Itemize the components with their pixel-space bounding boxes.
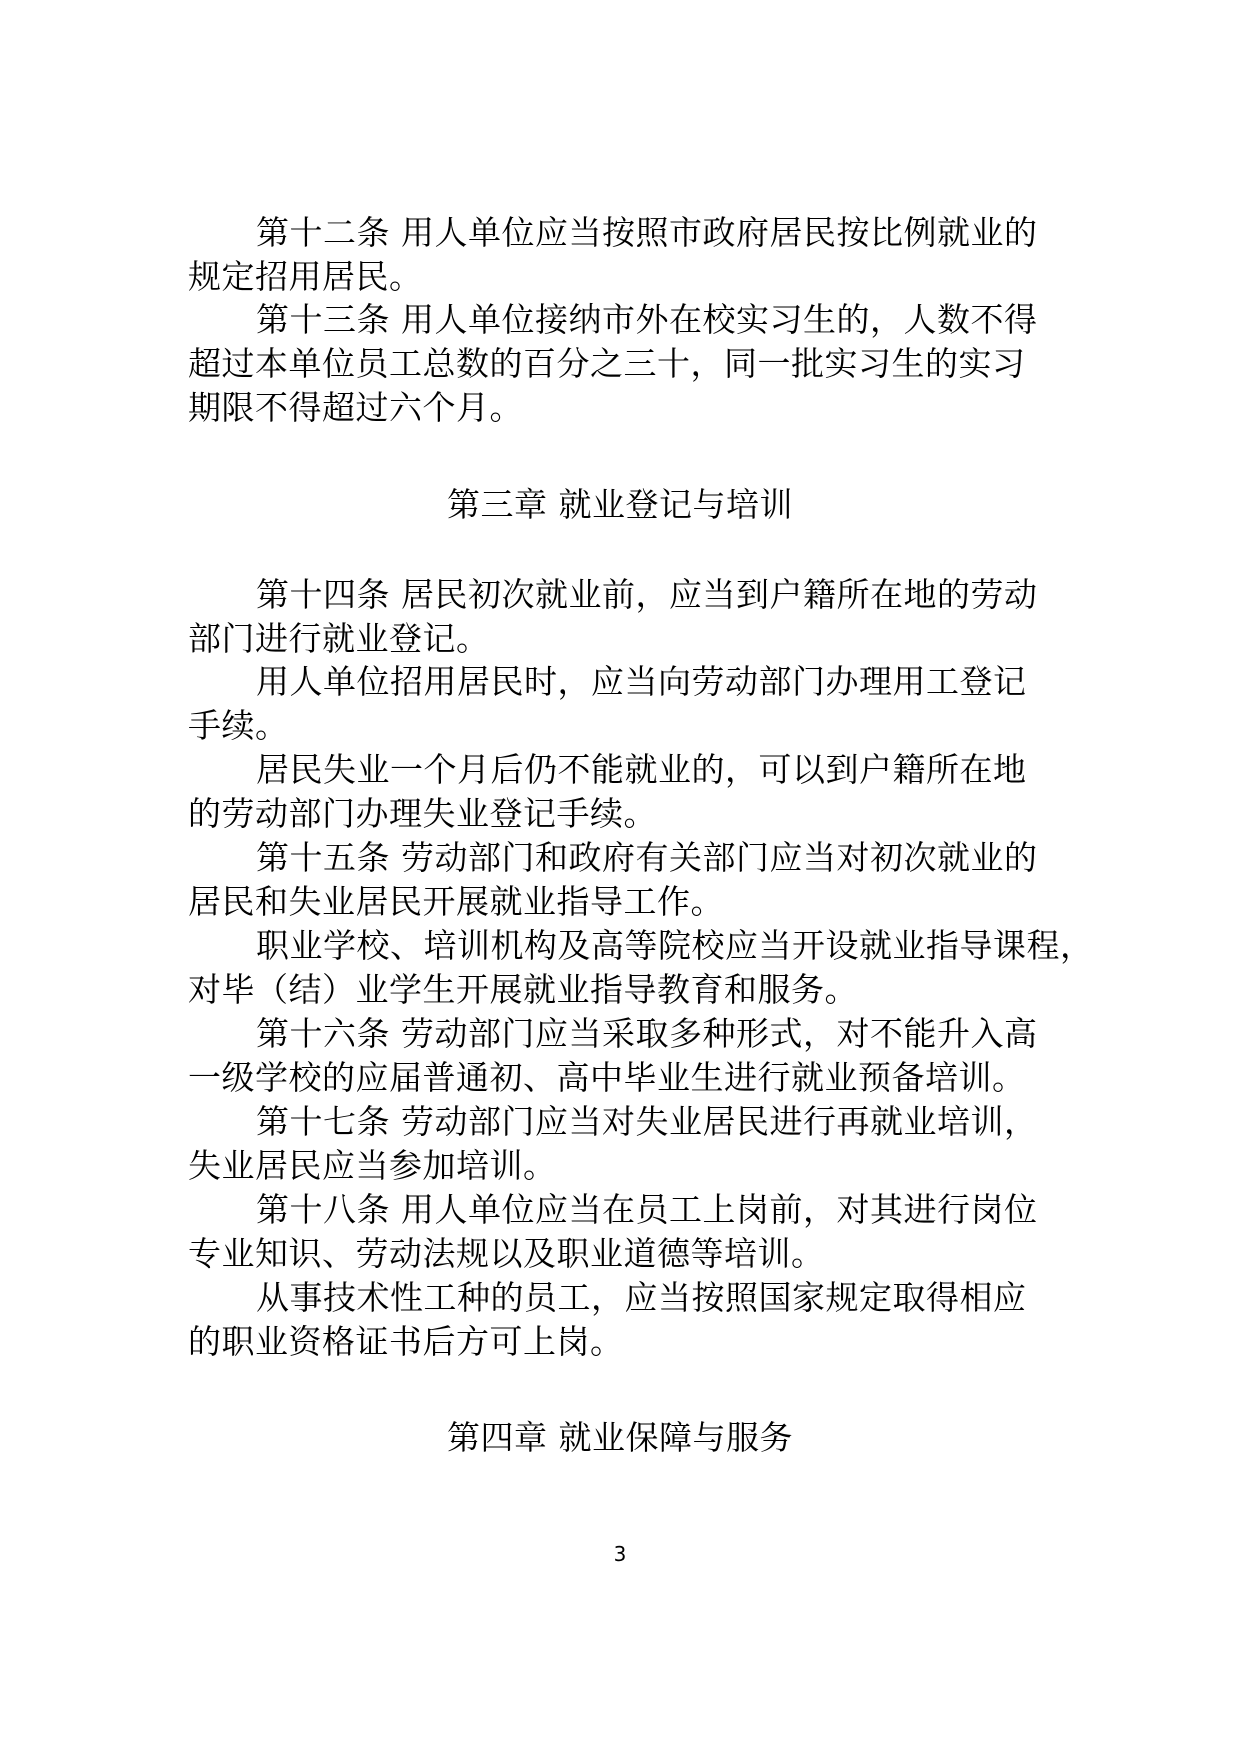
article-17-line-2: 失业居民应当参加培训。 — [188, 1146, 557, 1185]
article-12-line-2: 规定招用居民。 — [188, 257, 423, 296]
article-18-line-2: 专业知识、劳动法规以及职业道德等培训。 — [188, 1234, 825, 1273]
paragraph-vocational-guidance-line-2: 对毕（结）业学生开展就业指导教育和服务。 — [188, 970, 858, 1009]
chapter-4-heading: 第四章 就业保障与服务 — [447, 1418, 793, 1457]
article-16-line-2: 一级学校的应届普通初、高中毕业生进行就业预备培训。 — [188, 1058, 1026, 1097]
article-14-line-2: 部门进行就业登记。 — [188, 619, 490, 658]
paragraph-unemployment-registration-line-2: 的劳动部门办理失业登记手续。 — [188, 794, 657, 833]
paragraph-qualification-line-1: 从事技术性工种的员工，应当按照国家规定取得相应 — [256, 1278, 1027, 1317]
article-13-line-1: 第十三条 用人单位接纳市外在校实习生的，人数不得 — [256, 300, 1038, 339]
paragraph-employer-registration-line-2: 手续。 — [188, 706, 289, 745]
paragraph-unemployment-registration-line-1: 居民失业一个月后仍不能就业的，可以到户籍所在地 — [256, 750, 1027, 789]
article-12-line-1: 第十二条 用人单位应当按照市政府居民按比例就业的 — [256, 213, 1038, 252]
article-16-line-1: 第十六条 劳动部门应当采取多种形式，对不能升入高 — [256, 1014, 1038, 1053]
article-15-line-1: 第十五条 劳动部门和政府有关部门应当对初次就业的 — [256, 838, 1038, 877]
paragraph-qualification-line-2: 的职业资格证书后方可上岗。 — [188, 1322, 624, 1361]
paragraph-vocational-guidance-line-1: 职业学校、培训机构及高等院校应当开设就业指导课程， — [256, 926, 1094, 965]
article-14-line-1: 第十四条 居民初次就业前，应当到户籍所在地的劳动 — [256, 575, 1038, 614]
article-15-line-2: 居民和失业居民开展就业指导工作。 — [188, 882, 724, 921]
article-13-line-2: 超过本单位员工总数的百分之三十，同一批实习生的实习 — [188, 344, 1026, 383]
article-18-line-1: 第十八条 用人单位应当在员工上岗前，对其进行岗位 — [256, 1190, 1038, 1229]
article-13-line-3: 期限不得超过六个月。 — [188, 388, 523, 427]
page-number: 3 — [613, 1542, 627, 1566]
article-17-line-1: 第十七条 劳动部门应当对失业居民进行再就业培训， — [256, 1102, 1038, 1141]
paragraph-employer-registration-line-1: 用人单位招用居民时，应当向劳动部门办理用工登记 — [256, 662, 1027, 701]
chapter-3-heading: 第三章 就业登记与培训 — [447, 485, 793, 524]
